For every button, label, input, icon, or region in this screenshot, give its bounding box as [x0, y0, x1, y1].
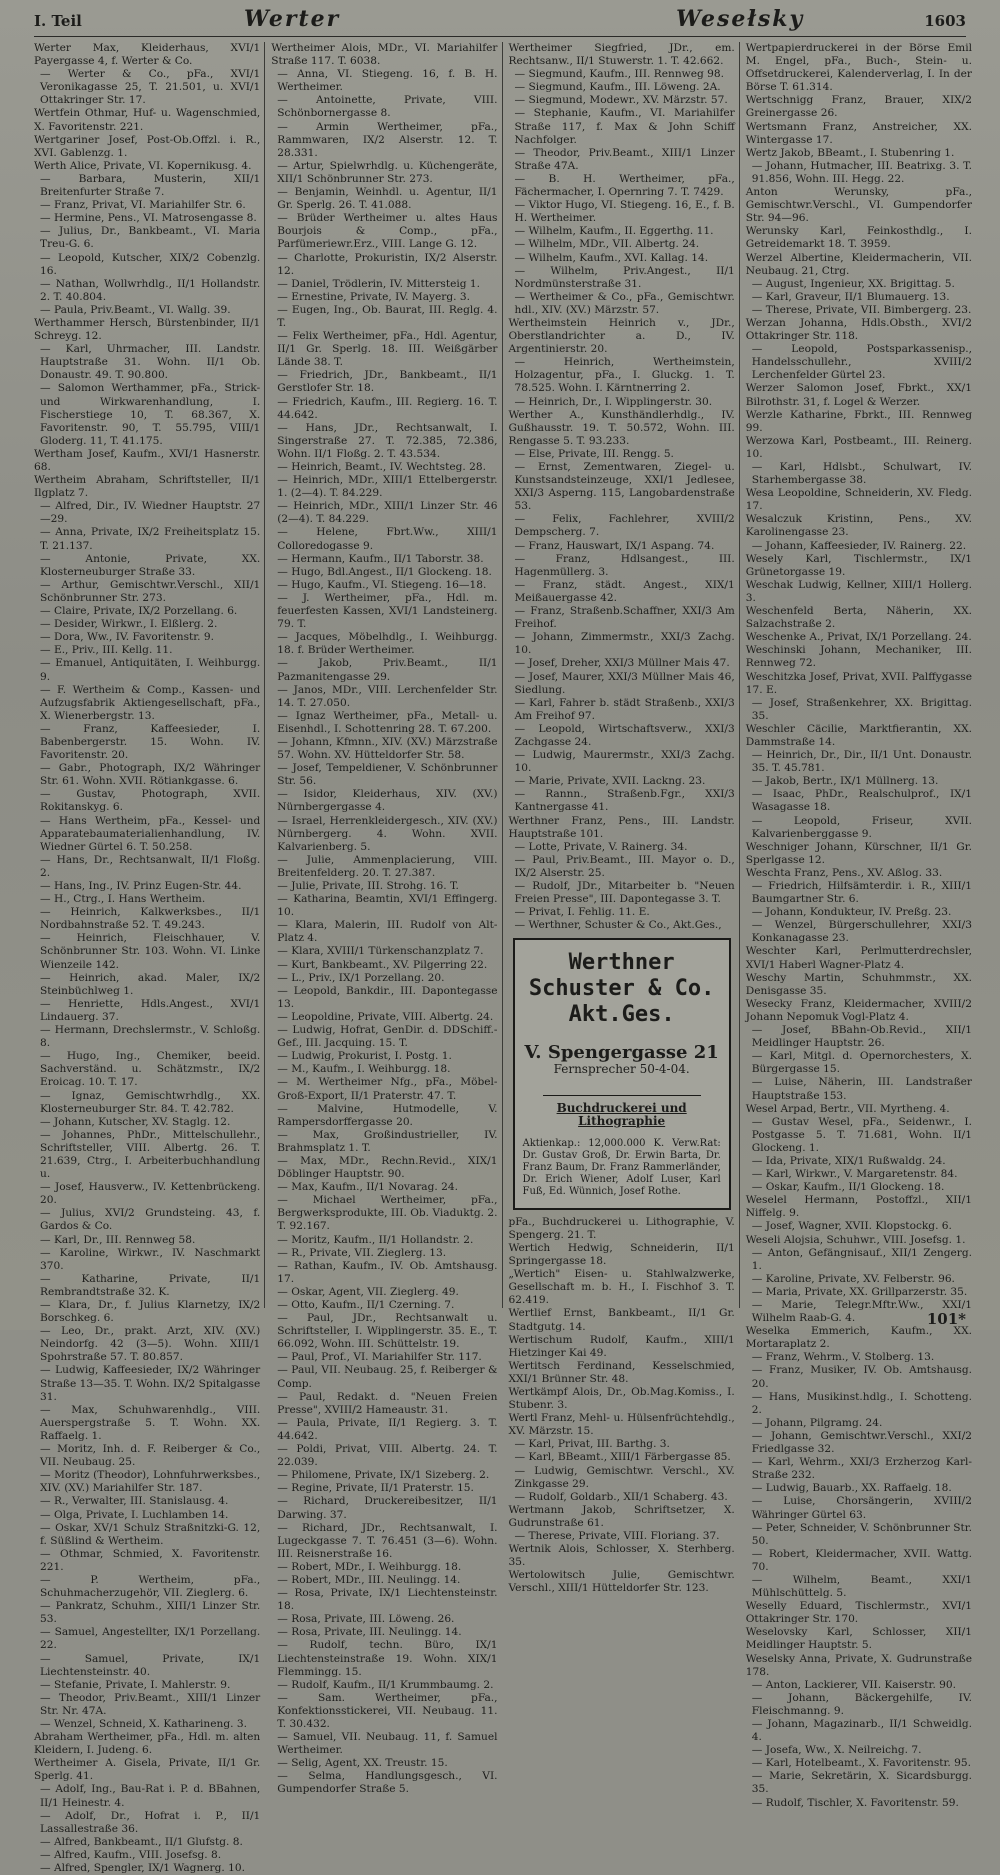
directory-entry: — Karl, Hotelbeamt., X. Favoritenstr. 95. — [751, 1757, 971, 1770]
directory-entry: Wesalczuk Kristinn, Pens., XV. Karolinengasse 23. — [745, 513, 972, 539]
directory-entry: — Israel, Herrenkleidergesch., XIV. (XV.) Nürnbergerg. 4. Wohn. XVII. Kalvarienberg. 5. — [277, 814, 498, 853]
directory-entry: — Friedrich, Hilfsämterdir. i. R., XIII/1 Baumgartner Str. 6. — [751, 880, 972, 906]
directory-entry: — Julius, XVI/2 Grundsteing. 43, f. Gardos & Co. — [40, 1207, 261, 1233]
directory-entry: — Hans Wertheim, pFa., Kessel- und Apparatebaumaterialienhandlung, IV. Wiedner Gürtel 6. T. 50.258. — [40, 814, 261, 853]
directory-entry: — Ernestine, Private, IV. Mayerg. 3. — [277, 290, 470, 303]
directory-entry: — Rudolf, Kaufm., II/1 Krummbaumg. 2. — [277, 1678, 494, 1691]
directory-entry: — Johann, Kutscher, XV. Staglg. 12. — [40, 1115, 231, 1128]
directory-entry: — Hans, Dr., Rechtsanwalt, II/1 Floßg. 2. — [40, 853, 261, 879]
ad-company-name-line1: Werthner — [568, 950, 675, 976]
directory-entry: Abraham Wertheimer, pFa., Hdl. m. alten Kleidern, I. Judeng. 6. — [34, 1731, 261, 1757]
ad-address: V. Spengergasse 21 — [524, 1042, 719, 1064]
directory-entry: — J. Wertheimer, pFa., Hdl. m. feuerfesten Kassen, XVI/1 Landsteinerg. 79. T. — [277, 591, 498, 631]
directory-entry: — Dora, Ww., IV. Favoritenstr. 9. — [40, 631, 215, 644]
ad-divider — [543, 1095, 701, 1096]
directory-entry: — R., Private, VII. Zieglerg. 13. — [277, 1246, 447, 1259]
sheet-number: 101* — [926, 1310, 966, 1328]
directory-entry: — M., Kaufm., I. Weihburgg. 18. — [277, 1063, 451, 1076]
directory-entry: — Paul, JDr., Rechtsanwalt u. Schriftsteller, I. Wipplingerstr. 35. E., T. 66.092, Wohn. III. Schüttelstr. 19. — [277, 1312, 498, 1351]
directory-entry: — Paul, VII. Neubaug. 25, f. Reiberger & Comp. — [277, 1364, 498, 1390]
directory-entry: Weschler Cäcilie, Marktfierantin, XX. Dammstraße 14. — [745, 722, 972, 748]
directory-entry: — Poldi, Privat, VIII. Albertg. 24. T. 22.039. — [277, 1443, 498, 1469]
column-2 — [271, 42, 502, 1796]
directory-entry: — Wertheimer & Co., pFa., Gemischtwr. hdl., XIV. (XV.) Märzstr. 57. — [514, 290, 735, 316]
directory-entry: — Luise, Chorsängerin, XVIII/2 Währinger Gürtel 63. — [751, 1495, 972, 1521]
last-catchword: Wesełsky — [676, 6, 805, 32]
directory-entry: Weschitzka Josef, Privat, XVII. Palffygasse 17. E. — [745, 670, 972, 696]
directory-entry: — Stefanie, Private, I. Mahlerstr. 9. — [40, 1678, 231, 1691]
directory-entry: — Claire, Private, IX/2 Porzellang. 6. — [40, 605, 238, 618]
directory-entry: — Hugo, Bdl.Angest., II/1 Glockeng. 18. — [277, 565, 492, 578]
directory-entry: — Karoline, Private, XV. Felberstr. 96. — [751, 1272, 955, 1285]
directory-entry: Wertkämpf Alois, Dr., Ob.Mag.Komiss., I. Stubenr. 3. — [508, 1385, 735, 1412]
directory-entry: — Johannes, PhDr., Mittelschullehr., Schriftsteller, VIII. Albertg. 26. T. 21.639, Ctrg., I. Arbeiterbuchhandlung u. — [40, 1128, 261, 1181]
directory-entry: — Samuel, Private, IX/1 Liechtensteinstr. 40. — [40, 1652, 261, 1678]
directory-entry: — Friedrich, JDr., Bankbeamt., II/1 Gerstlofer Str. 18. — [277, 369, 498, 395]
directory-entry: — Alfred, Kaufm., VIII. Josefsg. 8. — [40, 1848, 222, 1861]
directory-entry: — Johann, Hutmacher, III. Beatrixg. 3. T. 91.856, Wohn. III. Hegg. 22. — [751, 159, 972, 185]
directory-entry: — Max, Schuhwarenhdlg., VIII. Auerspergstraße 5. T. Wohn. XX. Raffaelg. 1. — [40, 1403, 261, 1442]
directory-entry: — Rosa, Private, III. Neulingg. 14. — [277, 1626, 462, 1639]
directory-entry: — Josef, Hausverw., IV. Kettenbrückeng. 20. — [40, 1181, 261, 1207]
directory-entry: — Robert, MDr., I. Weihburgg. 18. — [277, 1560, 462, 1573]
directory-entry: Wertheimer Alois, MDr., VI. Mariahilfer Straße 117. T. 6038. — [271, 42, 498, 68]
directory-entry: — Oskar, XV/1 Schulz Straßnitzki-G. 12, f. Süßlind & Wertheim. — [40, 1521, 261, 1547]
directory-entry: — Regine, Private, II/1 Praterstr. 15. — [277, 1482, 474, 1495]
directory-entry: Wesa Leopoldine, Schneiderin, XV. Fledg. 17. — [745, 487, 972, 513]
directory-entry: — Oskar, Kaufm., II/1 Glockeng. 18. — [751, 1181, 945, 1194]
directory-entry: — Hermann, Drechslermstr., V. Schloßg. 8. — [40, 1024, 261, 1050]
directory-entry: — Samuel, Angestellter, IX/1 Porzellang. 22. — [40, 1626, 261, 1652]
directory-entry: Werthner Franz, Pens., III. Landstr. Hauptstraße 101. — [508, 814, 735, 840]
directory-entry: — Richard, Druckereibesitzer, II/1 Darwing. 37. — [277, 1495, 498, 1521]
directory-entry: Weselly Eduard, Tischlermstr., XVI/1 Ottakringer Str. 170. — [745, 1600, 972, 1626]
directory-entry: Werzer Salomon Josef, Fbrkt., XX/1 Bilrothstr. 31, f. Logel & Werzer. — [745, 382, 972, 408]
directory-entry: Weschta Franz, Pens., XV. Aßlog. 33. — [745, 866, 943, 879]
directory-entry: — Wilhelm, Priv.Angest., II/1 Nordmünsterstraße 31. — [514, 264, 735, 290]
directory-entry: Werzle Katharine, Fbrkt., III. Rennweg 99. — [745, 408, 972, 434]
directory-entry: Weschenfeld Berta, Näherin, XX. Salzachstraße 2. — [745, 605, 972, 631]
directory-entry: — Wilhelm, Beamt., XXI/1 Mühlschüttelg. 5. — [751, 1573, 972, 1600]
directory-entry: Wertich Hedwig, Schneiderin, II/1 Springergasse 18. — [508, 1241, 735, 1268]
directory-entry: — Richard, JDr., Rechtsanwalt, I. Lugeckgasse 7. T. 76.451 (3—6). Wohn. III. Reisnerstraße 16. — [277, 1521, 498, 1560]
directory-entry: — Hans, Musikinst.hdlg., I. Schotteng. 2. — [751, 1390, 972, 1416]
directory-entry: pFa., Buchdruckerei u. Lithographie, V. Spengerg. 21. T. — [508, 1215, 735, 1241]
directory-entry: — Rannn., Straßenb.Fgr., XXI/3 Kantnergasse 41. — [514, 788, 735, 814]
directory-entry: Werzel Albertine, Kleidermacherin, VII. Neubaug. 21, Ctrg. — [745, 251, 972, 277]
directory-entry: — Artur, Spielwrhdlg. u. Küchengeräte, XII/1 Schönbrunner Str. 273. — [277, 159, 498, 185]
directory-entry: Weschinski Johann, Mechaniker, III. Rennweg 72. — [745, 644, 972, 670]
directory-entry: „Wertich" Eisen- u. Stahlwalzwerke, Gesellschaft m. b. H., I. Fischhof 3. T. 62.419. — [508, 1268, 735, 1307]
directory-entry: — Karl, Hdlsbt., Schulwart, IV. Starhembergasse 38. — [751, 461, 972, 487]
directory-entry: — Ludwig, Hofrat, GenDir. d. DDSchiff.-Gef., III. Jacquing. 15. T. — [277, 1024, 498, 1050]
directory-entry: — Leopold, Postsparkassenisp., Handelsschullehr., XVIII/2 Lerchenfelder Gürtel 23. — [751, 343, 972, 382]
directory-entry: — Felix Wertheimer, pFa., Hdl. Agentur, II/1 Gr. Sperlg. 18. III. Weißgärber Lände 38. T. — [277, 330, 498, 369]
directory-entry: — Hermine, Pens., VI. Matrosengasse 8. — [40, 212, 257, 225]
directory-entry: — Hugo, Ing., Chemiker, beeid. Sachverständ. u. Schätzmstr., IX/2 Eroicag. 10. T. 17. — [40, 1050, 261, 1089]
directory-entry: — Malvine, Hutmodelle, V. Rampersdorffergasse 20. — [277, 1102, 498, 1128]
directory-entry: Werunsky Karl, Feinkosthdlg., I. Getreidemarkt 18. T. 3959. — [745, 225, 972, 251]
directory-entry: — Julie, Private, III. Strohg. 16. T. — [277, 880, 459, 892]
directory-entry: — Felix, Fachlehrer, XVIII/2 Dempscherg. 7. — [514, 513, 735, 539]
directory-entry: Werter Max, Kleiderhaus, XVI/1 Payergasse 4, f. Werter & Co. — [34, 42, 261, 68]
directory-entry: — F. Wertheim & Comp., Kassen- und Aufzugsfabrik Aktiengesellschaft, pFa., X. Wienerbergstr. 13. — [40, 683, 261, 722]
directory-entry: — Franz, Hdlsangest., III. Hagenmüllerg. 3. — [514, 552, 735, 578]
directory-entry: — Theodor, Priv.Beamt., XIII/1 Linzer Straße 47A. — [514, 146, 735, 172]
directory-entry: — Arthur, Gemischtwr.Verschl., XII/1 Schönbrunner Str. 273. — [40, 578, 261, 604]
directory-entry: Weschter Karl, Perlmutterdrechsler, XVI/1 Haberl Wagner-Platz 4. — [745, 945, 972, 971]
directory-entry: — Antonie, Private, XX. Klosterneuburger Straße 33. — [40, 552, 261, 578]
directory-entry: — Anton, Gefängnisauf., XII/1 Zengerg. 1. — [751, 1246, 972, 1272]
page-number: 1603 — [924, 12, 966, 30]
directory-entry: Wertitsch Ferdinand, Kesselschmied, XXI/1 Brünner Str. 48. — [508, 1359, 735, 1385]
directory-entry: — Alfred, Bankbeamt., II/1 Glufstg. 8. — [40, 1835, 243, 1848]
directory-entry: Wertheimer A. Gisela, Private, II/1 Gr. Sperlg. 41. — [34, 1757, 261, 1783]
directory-entry: — Ida, Private, XIX/1 Rußwaldg. 24. — [751, 1154, 946, 1167]
directory-entry: Weschy Martin, Schuhmmstr., XX. Denisgasse 35. — [745, 971, 972, 997]
directory-entry: — Julie, Ammenplacierung, VIII. Breitenfelderg. 20. T. 27.387. — [277, 853, 498, 879]
ad-phone: Fernsprecher 50-4-04. — [553, 1062, 690, 1077]
directory-entry: — Michael Wertheimer, pFa., Bergwerksprodukte, III. Ob. Viaduktg. 2. T. 92.167. — [277, 1194, 498, 1233]
directory-entry: — Adolf, Ing., Bau-Rat i. P. d. BBahnen, II/1 Heinestr. 4. — [40, 1783, 261, 1809]
directory-entry: — Heinrich, Beamt., IV. Wechtsteg. 28. — [277, 461, 486, 473]
directory-entry: — Heinrich, akad. Maler, IX/2 Steinbüchlweg 1. — [40, 971, 261, 997]
directory-entry: — Paul, Redakt. d. "Neuen Freien Presse", XVIII/2 Hameaustr. 31. — [277, 1390, 498, 1416]
directory-entry: Wertheimstein Heinrich v., JDr., Oberstlandrichter a. D., IV. Argentinierstr. 20. — [508, 316, 735, 356]
directory-entry: Wertheim Abraham, Schriftsteller, II/1 Ilgplatz 7. — [34, 474, 261, 500]
directory-entry: — Heinrich, Dr., I. Wipplingerstr. 30. — [514, 395, 713, 408]
directory-entry: — Karl, Mitgl. d. Opernorchesters, X. Bürgergasse 15. — [751, 1050, 972, 1076]
directory-entry: — Alfred, Spengler, IX/1 Wagnerg. 10. — [40, 1862, 245, 1875]
directory-entry: — Franz, Kaffeesieder, I. Babenbergerstr. 15. Wohn. IV. Favoritenstr. 20. — [40, 722, 261, 762]
directory-entry: — Leopold, Friseur, XVII. Kalvarienberggasse 9. — [751, 814, 972, 840]
directory-entry: — Wilhelm, Kaufm., XVI. Kallag. 14. — [514, 251, 709, 264]
directory-entry: — Benjamin, Weinhdl. u. Agentur, II/1 Gr. Sperlg. 26. T. 41.088. — [277, 186, 498, 212]
directory-entry: Wertpapierdruckerei in der Börse Emil M. Engel, pFa., Buch-, Stein- u. Offsetdruckerei, Kalenderverlag, I. In der Börse T. 61.314. — [745, 42, 972, 94]
directory-entry: — Rudolf, Tischler, X. Favoritenstr. 59. — [751, 1796, 959, 1809]
directory-entry: — Ludwig, Gemischtwr. Verschl., XV. Zinkgasse 29. — [514, 1464, 735, 1490]
directory-entry: — Rosa, Private, IX/1 Liechtensteinstr. 18. — [277, 1587, 498, 1613]
directory-entry: — P. Wertheim, pFa., Schuhmacherzugehör, VII. Zieglerg. 6. — [40, 1573, 261, 1600]
directory-entry: — Maria, Private, XX. Grillparzerstr. 35. — [751, 1285, 968, 1298]
directory-entry: — Josef, Maurer, XXI/3 Müllner Mais 46, Siedlung. — [514, 670, 735, 696]
directory-entry: Werzowa Karl, Postbeamt., III. Reinerg. 10. — [745, 434, 972, 460]
directory-entry: — Johann, Gemischtwr.Verschl., XXI/2 Friedlgasse 32. — [751, 1429, 972, 1456]
directory-entry: Wertlief Ernst, Bankbeamt., II/1 Gr. Stadtgutg. 14. — [508, 1307, 735, 1333]
directory-entry: — Heinrich, Dr., Dir., II/1 Unt. Donaustr. 35. T. 45.781. — [751, 749, 972, 775]
directory-entry: — Josef, Straßenkehrer, XX. Brigittag. 35. — [751, 696, 972, 722]
directory-entry: — Paula, Priv.Beamt., VI. Wallg. 39. — [40, 303, 231, 316]
directory-entry: Wesel Arpad, Bertr., VII. Myrtheng. 4. — [745, 1102, 950, 1115]
ad-board-text: Aktienkap.: 12,000.000 K. Verw.Rat: Dr. Gustav Groß, Dr. Erwin Barta, Dr. Franz Baum, Dr. Franz Rammerländer, Dr. Erich Wiener, Adolf Luser, Karl Fuß, Ed. Wünnich, Josef Rothe. — [522, 1137, 721, 1197]
directory-entry: — Karl, Uhrmacher, III. Landstr. Hauptstraße 31. Wohn. II/1 Ob. Donaustr. 49. T. 90.800. — [40, 343, 261, 382]
directory-entry: — Wilhelm, MDr., VII. Albertg. 24. — [514, 238, 700, 251]
directory-entry: — Josefa, Ww., X. Neilreichg. 7. — [751, 1744, 922, 1757]
directory-entry: — Leopold, Bankdir., III. Dapontegasse 13. — [277, 984, 498, 1010]
directory-entry: — Anton, Lackierer, VII. Kaiserstr. 90. — [751, 1678, 957, 1691]
directory-entry: — Leopoldine, Private, VIII. Albertg. 24. — [277, 1010, 494, 1023]
directory-entry: — Nathan, Wollwrhdlg., II/1 Hollandstr. 2. T. 40.804. — [40, 277, 261, 303]
directory-entry: — Luise, Näherin, III. Landstraßer Hauptstraße 153. — [751, 1076, 972, 1102]
directory-entry: — Jakob, Priv.Beamt., II/1 Pazmanitengasse 29. — [277, 657, 498, 683]
directory-entry: — Max, MDr., Rechn.Revid., XIX/1 Döblinger Hauptstr. 90. — [277, 1154, 498, 1181]
directory-entry: — Johann, Pilgramg. 24. — [751, 1416, 883, 1429]
directory-entry: — Selig, Agent, XX. Treustr. 15. — [277, 1757, 448, 1770]
directory-entry: Weselka Emmerich, Kaufm., XX. Mortaraplatz 2. — [745, 1325, 972, 1351]
directory-entry: Wertnik Alois, Schlosser, X. Sterhberg. 35. — [508, 1543, 735, 1569]
directory-entry: — Paula, Private, II/1 Regierg. 3. T. 44.642. — [277, 1416, 498, 1442]
directory-entry: Werthammer Hersch, Bürstenbinder, II/1 Schreyg. 12. — [34, 316, 261, 343]
directory-entry: — Theodor, Priv.Beamt., XIII/1 Linzer Str. Nr. 47A. — [40, 1691, 261, 1717]
directory-entry: — Ludwig, Prokurist, I. Postg. 1. — [277, 1050, 452, 1063]
directory-entry: Weschak Ludwig, Kellner, XIII/1 Hollerg. 3. — [745, 578, 972, 604]
directory-entry: Weschenke A., Privat, IX/1 Porzellang. 24. — [745, 631, 972, 644]
directory-entry: — Hermann, Kaufm., II/1 Taborstr. 38. — [277, 552, 484, 565]
directory-entry: — Katharina, Beamtin, XVI/1 Effingerg. 10. — [277, 893, 498, 919]
directory-entry: — Jakob, Bertr., IX/1 Müllnerg. 13. — [751, 775, 939, 788]
directory-entry: Wertmann Jakob, Schriftsetzer, X. Gudrunstraße 61. — [508, 1503, 735, 1529]
directory-entry: — Johann, Magazinarb., II/1 Schweidlg. 4. — [751, 1718, 972, 1744]
directory-entry: — Johann, Zimmermstr., XXI/3 Zachg. 10. — [514, 631, 735, 657]
directory-entry: — Wenzel, Bürgerschullehrer, XXI/3 Konkanagasse 23. — [751, 919, 972, 945]
directory-entry: — Karoline, Wirkwr., IV. Naschmarkt 370. — [40, 1246, 261, 1272]
directory-entry: — Heinrich, Kalkwerksbes., II/1 Nordbahnstraße 52. T. 49.243. — [40, 906, 261, 932]
directory-columns — [34, 42, 976, 1875]
directory-entry: — Friedrich, Kaufm., III. Regierg. 16. T. 44.642. — [277, 395, 498, 421]
directory-entry: — Rathan, Kaufm., IV. Ob. Amtshausg. 17. — [277, 1259, 498, 1285]
first-catchword: Werter — [244, 6, 341, 32]
directory-entry: — Otto, Kaufm., II/1 Czerning. 7. — [277, 1299, 455, 1311]
directory-entry: — Franz, Musiker, IV. Ob. Amtshausg. 20. — [751, 1364, 972, 1390]
directory-entry: — Ignaz, Gemischtwrhdlg., XX. Klosterneuburger Str. 84. T. 42.782. — [40, 1089, 261, 1115]
directory-entry: — Julius, Dr., Bankbeamt., VI. Maria Treu-G. 6. — [40, 225, 261, 251]
directory-entry: — Stephanie, Kaufm., VI. Mariahilfer Straße 117, f. Max & John Schiff Nachfolger. — [514, 107, 735, 146]
directory-entry: — Josef, BBahn-Ob.Revid., XII/1 Meidlinger Hauptstr. 26. — [751, 1024, 972, 1050]
directory-entry: — Privat, I. Fehlig. 11. E. — [514, 906, 650, 919]
directory-entry: Wesely Karl, Tischlermstr., IX/1 Grünetorgasse 19. — [745, 552, 972, 578]
directory-entry: — Robert, Kleidermacher, XVII. Wattg. 70. — [751, 1547, 972, 1573]
advertisement-box — [513, 938, 731, 1209]
directory-entry: — Ignaz Wertheimer, pFa., Metall- u. Eisenhdl., I. Schottenring 28. T. 67.200. — [277, 709, 498, 735]
directory-entry: — Antoinette, Private, VIII. Schönbornergasse 8. — [277, 94, 498, 120]
directory-entry: Wertl Franz, Mehl- u. Hülsenfrüchtehdlg., XV. Märzstr. 15. — [508, 1412, 735, 1438]
directory-entry: — Franz, städt. Angest., XIX/1 Meißauergasse 42. — [514, 578, 735, 604]
directory-entry: — Franz, Wehrm., V. Stolberg. 13. — [751, 1351, 935, 1364]
directory-entry: — Johann, Kondukteur, IV. Preßg. 23. — [751, 906, 952, 919]
directory-entry: — Rosa, Private, III. Löweng. 26. — [277, 1613, 455, 1626]
directory-entry: — Wilhelm, Kaufm., II. Eggerthg. 11. — [514, 225, 714, 238]
directory-entry: — Johann, Kaffeesieder, IV. Rainerg. 22. — [751, 539, 967, 552]
directory-entry: — Emanuel, Antiquitäten, I. Weihburgg. 9. — [40, 657, 261, 683]
directory-entry: — Therese, Private, VIII. Floriang. 37. — [514, 1530, 720, 1542]
directory-entry: — Armin Wertheimer, pFa., Rammwaren, IX/2 Alserstr. 12. T. 28.331. — [277, 120, 498, 159]
directory-entry: — Samuel, VII. Neubaug. 11, f. Samuel Wertheimer. — [277, 1731, 498, 1757]
directory-entry: — Marie, Telegr.Mftr.Ww., XXI/1 Wilhelm Raab-G. 4. — [751, 1299, 972, 1325]
directory-entry: — Sam. Wertheimer, pFa., Konfektionsstickerei, VII. Neubaug. 11. T. 30.432. — [277, 1691, 498, 1730]
directory-entry: — Karl, BBeamt., XIII/1 Färbergasse 85. — [514, 1451, 731, 1464]
directory-entry: — Werter & Co., pFa., XVI/1 Veronikagasse 25, T. 21.501, u. XVI/1 Ottakringer Str. 17. — [40, 68, 261, 107]
directory-entry: Wertheimer Siegfried, JDr., em. Rechtsanw., II/1 Stuwerstr. 1. T. 42.662. — [508, 42, 735, 68]
directory-entry: — Jacques, Möbelhdlg., I. Weihburgg. 18. f. Brüder Wertheimer. — [277, 631, 498, 657]
directory-entry: — Ludwig, Kaffeesieder, IX/2 Währinger Straße 13—35. T. Wohn. IX/2 Spitalgasse 31. — [40, 1364, 261, 1403]
directory-entry: — Karl, Privat, III. Barthg. 3. — [514, 1438, 670, 1451]
directory-entry: — Karl, Graveur, II/1 Blumauerg. 13. — [751, 290, 950, 303]
directory-entry: — Heinrich, MDr., XIII/1 Ettelbergerstr. 1. (2—4). T. 84.229. — [277, 474, 498, 500]
directory-entry: — Klara, Dr., f. Julius Klarnetzy, IX/2 Borschkeg. 6. — [40, 1299, 261, 1325]
directory-entry: — Othmar, Schmied, X. Favoritenstr. 221. — [40, 1547, 261, 1573]
directory-entry: — Leopold, Wirtschaftsverw., XXI/3 Zachgasse 24. — [514, 722, 735, 748]
directory-entry: Wertham Josef, Kaufm., XVI/1 Hasnerstr. 68. — [34, 447, 261, 473]
directory-entry: Weschniger Johann, Kürschner, II/1 Gr. Sperlgasse 12. — [745, 840, 972, 866]
directory-entry: Wertz Jakob, BBeamt., I. Stubenring 1. — [745, 146, 955, 159]
directory-entry: — Franz, Hauswart, IX/1 Aspang. 74. — [514, 539, 715, 552]
directory-entry: — Werthner, Schuster & Co., Akt.Ges., — [514, 919, 722, 932]
ad-trade: Buchdruckerei und Lithographie — [556, 1100, 687, 1128]
directory-entry: — Janos, MDr., VIII. Lerchenfelder Str. 14. T. 27.050. — [277, 683, 498, 709]
directory-entry: — August, Ingenieur, XX. Brigittag. 5. — [751, 277, 955, 290]
directory-entry: Wertsmann Franz, Anstreicher, XX. Wintergasse 17. — [745, 120, 972, 146]
directory-entry: — Marie, Sekretärin, X. Sicardsburgg. 35. — [751, 1770, 972, 1796]
directory-entry: — Isidor, Kleiderhaus, XIV. (XV.) Nürnbergergasse 4. — [277, 788, 498, 814]
directory-entry: — Hans, JDr., Rechtsanwalt, I. Singerstraße 27. T. 72.385, 72.386, Wohn. II/1 Floßg. 2. T. 43.534. — [277, 421, 498, 460]
directory-entry: — Gabr., Photograph, IX/2 Währinger Str. 61. Wohn. XVII. Rötiankgasse. 6. — [40, 762, 261, 788]
directory-entry: — Karl, Wirkwr., V. Margaretenstr. 84. — [751, 1168, 958, 1181]
directory-entry: — Peter, Schneider, V. Schönbrunner Str. 50. — [751, 1521, 972, 1547]
directory-entry: — Heinrich, MDr., XIII/1 Linzer Str. 46 (2—4). T. 84.229. — [277, 500, 498, 526]
directory-entry: — Rudolf, JDr., Mitarbeiter b. "Neuen Freien Presse", III. Dapontegasse 3. T. — [514, 880, 735, 906]
directory-entry: Weselsky Anna, Private, X. Gudrunstraße 178. — [745, 1652, 972, 1678]
directory-entry: — L., Priv., IX/1 Porzellang. 20. — [277, 971, 445, 984]
directory-entry: Weseli Alojsia, Schuhwr., VIII. Josefsg. 1. — [745, 1233, 966, 1246]
directory-entry: — Paul, Prof., VI. Mariahilfer Str. 117. — [277, 1351, 482, 1364]
directory-entry: — Marie, Private, XVII. Lackng. 23. — [514, 775, 706, 788]
directory-entry: — Hugo, Kaufm., VI. Stiegeng. 16—18. — [277, 578, 487, 591]
directory-entry: — Heinrich, Wertheimstein, Holzagentur, pFa., I. Gluckg. 1. T. 78.525. Wohn. I. Kärntnerring 2. — [514, 356, 735, 395]
directory-entry: — Helene, Fbrt.Ww., XIII/1 Colloredogasse 9. — [277, 526, 498, 552]
directory-entry: — Hans, Ing., IV. Prinz Eugen-Str. 44. — [40, 880, 242, 892]
directory-entry: — Charlotte, Prokuristin, IX/2 Alserstr. 12. — [277, 251, 498, 277]
directory-entry: — Ernst, Zementwaren, Ziegel- u. Kunstsandsteinzeuge, XXI/1 Jedlesee, XXI/3 Asperng. 115, Langobardenstraße 53. — [514, 461, 735, 513]
directory-entry: — Anna, VI. Stiegeng. 16, f. B. H. Wertheimer. — [277, 68, 498, 94]
directory-entry: — Viktor Hugo, VI. Stiegeng. 16, E., f. B. H. Wertheimer. — [514, 199, 735, 225]
directory-entry: — Katharine, Private, II/1 Rembrandtstraße 32. K. — [40, 1272, 261, 1298]
directory-entry: — Barbara, Musterin, XII/1 Breitenfurter Straße 7. — [40, 172, 261, 199]
directory-entry: Wertgariner Josef, Post-Ob.Offzl. i. R., XVI. Gablenzg. 1. — [34, 133, 261, 159]
directory-entry: Wertschnigg Franz, Brauer, XIX/2 Greinergasse 26. — [745, 94, 972, 120]
directory-entry: — Klara, XVIII/1 Türkenschanzplatz 7. — [277, 945, 484, 958]
directory-entry: — Siegmund, Modewr., XV. Märzstr. 57. — [514, 94, 728, 107]
directory-entry: — Salomon Werthammer, pFa., Strick- und Wirkwarenhandlung, I. Fischerstiege 10, T. 68.367, X. Favoritenstr. 90, T. 55.795, VIII/1 Gloderg. 11, T. 41.175. — [40, 382, 261, 447]
directory-entry: — Josef, Dreher, XXI/3 Müllner Mais 47. — [514, 657, 730, 670]
directory-entry: — Heinrich, Fleischhauer, V. Schönbrunner Str. 103. Wohn. VI. Linke Wienzeile 142. — [40, 932, 261, 971]
directory-entry: Werth Alice, Private, VI. Kopernikusg. 4. — [34, 159, 252, 172]
directory-entry: Weselel Hermann, Postoffzl., XII/1 Niffelg. 9. — [745, 1194, 972, 1220]
directory-entry: — Kurt, Bankbeamt., XV. Pilgerring 22. — [277, 958, 488, 971]
directory-entry: — Alfred, Dir., IV. Wiedner Hauptstr. 27—29. — [40, 500, 261, 526]
section-label: I. Teil — [34, 12, 82, 30]
directory-entry: — Robert, MDr., III. Neulingg. 14. — [277, 1573, 461, 1586]
directory-entry: Anton Werunsky, pFa., Gemischtwr.Verschl., VI. Gumpendorfer Str. 94—96. — [745, 186, 972, 225]
directory-entry: — Karl, Dr., III. Rennweg 58. — [40, 1233, 196, 1246]
directory-entry: — H., Ctrg., I. Hans Wertheim. — [40, 893, 206, 906]
page-header — [34, 6, 966, 37]
directory-entry: — Selma, Handlungsgesch., VI. Gumpendorfer Straße 5. — [277, 1770, 498, 1796]
directory-entry: — M. Wertheimer Nfg., pFa., Möbel-Groß-Export, II/1 Praterstr. 47. T. — [277, 1076, 498, 1102]
directory-entry: — Lotte, Private, V. Rainerg. 34. — [514, 840, 688, 853]
directory-entry: — Eugen, Ing., Ob. Baurat, III. Reglg. 4. T. — [277, 303, 498, 329]
directory-entry: — E., Priv., III. Kellg. 11. — [40, 644, 173, 657]
column-1 — [34, 42, 265, 1875]
directory-entry: Wesecky Franz, Kleidermacher, XVIII/2 Johann Nepomuk Vogl-Platz 4. — [745, 997, 972, 1023]
directory-entry: — Philomene, Private, IX/1 Sizeberg. 2. — [277, 1469, 490, 1482]
directory-entry: — Wenzel, Schneid, X. Katharineng. 3. — [40, 1718, 247, 1730]
directory-entry: — Ludwig, Bauarb., XX. Raffaelg. 18. — [751, 1482, 952, 1495]
directory-entry: — Therese, Private, VII. Bimbergerg. 23. — [751, 303, 972, 316]
directory-entry: — Ludwig, Maurermstr., XXI/3 Zachg. 10. — [514, 749, 735, 775]
directory-entry: — Siegmund, Kaufm., III. Rennweg 98. — [514, 68, 725, 81]
directory-entry: Wertolowitsch Julie, Gemischtwr. Verschl., XIII/1 Hütteldorfer Str. 123. — [508, 1569, 735, 1595]
directory-entry: Wertischum Rudolf, Kaufm., XIII/1 Hietzinger Kai 49. — [508, 1333, 735, 1359]
directory-entry: Wertfein Othmar, Huf- u. Wagenschmied, X. Favoritenstr. 221. — [34, 107, 261, 133]
directory-entry: — Josef, Tempeldiener, V. Schönbrunner Str. 56. — [277, 762, 498, 788]
directory-entry: — Max, Großindustrieller, IV. Brahmsplatz 1. T. — [277, 1128, 498, 1154]
directory-entry: — Moritz (Theodor), Lohnfuhrwerksbes., XIV. (XV.) Mariahilfer Str. 187. — [40, 1469, 261, 1495]
directory-entry: — Franz, Privat, VI. Mariahilfer Str. 6. — [40, 199, 246, 212]
directory-entry: — Adolf, Dr., Hofrat i. P., II/1 Lassallestraße 36. — [40, 1809, 261, 1835]
directory-entry: — Rudolf, Goldarb., XII/1 Schaberg. 43. — [514, 1490, 728, 1503]
directory-entry: — Daniel, Trödlerin, IV. Mittersteig 1. — [277, 277, 480, 290]
directory-entry: — Brüder Wertheimer u. altes Haus Bourjois & Comp., pFa., Parfümeriewr.Erz., VIII. Lange G. 12. — [277, 212, 498, 251]
directory-entry: Werther A., Kunsthändlerhdlg., IV. Gußhausstr. 19. T. 50.572, Wohn. III. Rengasse 5. T. 93.233. — [508, 408, 735, 447]
directory-entry: — Leo, Dr., prakt. Arzt, XIV. (XV.) Neindorfg. 42 (3—5). Wohn. XIII/1 Spohrstraße 57. T. 80.857. — [40, 1325, 261, 1364]
directory-entry: Werzan Johanna, Hdls.Obsth., XVI/2 Ottakringer Str. 118. — [745, 316, 972, 343]
directory-entry: — Gustav Wesel, pFa., Seidenwr., I. Postgasse 5. T. 71.681, Wohn. II/1 Glockeng. 1. — [751, 1115, 972, 1154]
directory-entry: — Henriette, Hdls.Angest., XVI/1 Lindauerg. 37. — [40, 997, 261, 1023]
directory-entry: — Pankratz, Schuhm., XIII/1 Linzer Str. 53. — [40, 1600, 261, 1626]
directory-entry: — Karl, Wehrm., XXI/3 Erzherzog Karl-Straße 232. — [751, 1456, 972, 1482]
directory-entry: — Karl, Fahrer b. städt Straßenb., XXI/3 Am Freihof 97. — [514, 696, 735, 722]
directory-entry: — Paul, Priv.Beamt., III. Mayor o. D., IX/2 Alserstr. 25. — [514, 853, 735, 879]
directory-entry: — R., Verwalter, III. Stanislausg. 4. — [40, 1495, 229, 1508]
directory-entry: — Josef, Wagner, XVII. Klopstockg. 6. — [751, 1220, 952, 1233]
directory-entry: — Max, Kaufm., II/1 Novarag. 24. — [277, 1181, 458, 1194]
column-3 — [508, 42, 740, 1595]
directory-entry: — Oskar, Agent, VII. Zieglerg. 49. — [277, 1285, 459, 1298]
directory-entry: — Moritz, Kaufm., II/1 Hollandstr. 2. — [277, 1233, 474, 1246]
directory-entry: — Gustav, Photograph, XVII. Rokitanskyg. 6. — [40, 788, 261, 814]
directory-entry: — Isaac, PhDr., Realschulprof., IX/1 Wasagasse 18. — [751, 788, 972, 814]
directory-entry: — Else, Private, III. Rengg. 5. — [514, 447, 674, 460]
directory-entry: — Siegmund, Kaufm., III. Löweng. 2A. — [514, 81, 721, 94]
directory-entry: — Franz, Straßenb.Schaffner, XXI/3 Am Freihof. — [514, 605, 735, 631]
ad-company-name-line2: Schuster & Co. Akt.Ges. — [528, 976, 715, 1028]
directory-entry: — Leopold, Kutscher, XIX/2 Cobenzlg. 16. — [40, 251, 261, 277]
directory-entry: — Moritz, Inh. d. F. Reiberger & Co., VII. Neubaug. 25. — [40, 1443, 261, 1469]
directory-entry: — Olga, Private, I. Luchlamben 14. — [40, 1508, 229, 1521]
directory-entry: — Johann, Kfmnn., XIV. (XV.) Märzstraße 57. Wohn. XV. Hütteldorfer Str. 58. — [277, 735, 498, 762]
directory-entry: — Anna, Private, IX/2 Freiheitsplatz 15. T. 21.137. — [40, 526, 261, 552]
directory-entry: — Johann, Bäckergehilfe, IV. Fleischmanng. 9. — [751, 1691, 972, 1717]
directory-entry: — B. H. Wertheimer, pFa., Fächermacher, I. Opernring 7. T. 7429. — [514, 172, 735, 199]
directory-entry: — Desider, Wirkwr., I. Elßlerg. 2. — [40, 618, 218, 631]
directory-entry: — Klara, Malerin, III. Rudolf von Alt-Platz 4. — [277, 919, 498, 945]
directory-entry: Weselovsky Karl, Schlosser, XII/1 Meidlinger Hauptstr. 5. — [745, 1626, 972, 1652]
directory-entry: — Rudolf, techn. Büro, IX/1 Liechtensteinstraße 19. Wohn. XIX/1 Flemmingg. 15. — [277, 1639, 498, 1678]
